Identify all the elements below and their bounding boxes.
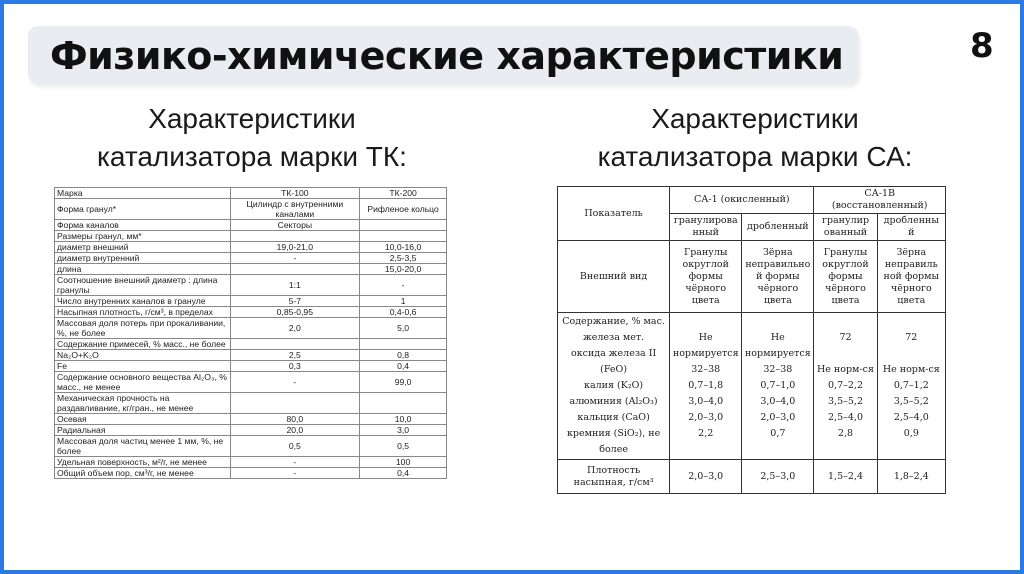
ca-subheader: дробленный bbox=[742, 214, 814, 241]
ca-content-value: 72 bbox=[839, 332, 852, 343]
tk-cell bbox=[360, 339, 447, 350]
ca-density-cell: 1,5–2,4 bbox=[814, 460, 877, 494]
tk-table-row bbox=[55, 199, 447, 220]
tk-cell: 2,0 bbox=[230, 318, 360, 339]
tk-table-row bbox=[55, 372, 447, 393]
ca-table bbox=[557, 186, 946, 494]
tk-cell: Число внутренних каналов в грануле bbox=[55, 296, 231, 307]
tk-cell: Осевая bbox=[55, 414, 231, 425]
ca-content-value: Не норм-ся bbox=[817, 364, 874, 375]
tk-cell: 1 bbox=[360, 296, 447, 307]
tk-cell: Рифленое кольцо bbox=[360, 199, 447, 220]
ca-content-value: 32–38 bbox=[691, 364, 721, 375]
tk-header-cell: Марка bbox=[55, 188, 231, 199]
tk-cell: Размеры гранул, мм* bbox=[55, 231, 231, 242]
ca-content-value: 0,7–1,0 bbox=[760, 380, 796, 391]
tk-cell: 15,0-20,0 bbox=[360, 264, 447, 275]
ca-content-label: оксида железа II (FeO) bbox=[570, 348, 657, 375]
ca-density-cell: 1,8–2,4 bbox=[877, 460, 945, 494]
tk-cell: Fe bbox=[55, 361, 231, 372]
subtitle-tk-line-2: катализатора марки ТК: bbox=[97, 141, 407, 172]
tk-cell bbox=[230, 231, 360, 242]
tk-cell: 0,5 bbox=[360, 436, 447, 457]
title-banner bbox=[28, 26, 858, 84]
tk-table-row bbox=[55, 220, 447, 231]
tk-cell: Массовая доля частиц менее 1 мм, %, не более bbox=[55, 436, 231, 457]
ca-content-value: 0,7 bbox=[770, 428, 786, 439]
ca-content-value: 0,7–1,8 bbox=[688, 380, 724, 391]
tk-cell: 2,5-3,5 bbox=[360, 253, 447, 264]
ca-content-value: 3,5–5,2 bbox=[893, 396, 929, 407]
tk-cell: 3,0 bbox=[360, 425, 447, 436]
ca-density-label: Плотность насыпная, г/см³ bbox=[558, 460, 670, 494]
ca-appearance-cell: Зёрна неправиль ной формы чёрного цвета bbox=[877, 241, 945, 313]
ca-content-value: 72 bbox=[905, 332, 918, 343]
ca-content-label: железа мет. bbox=[583, 332, 645, 343]
tk-cell: 0,8 bbox=[360, 350, 447, 361]
tk-cell: Насыпная плотность, г/см³, в пределах bbox=[55, 307, 231, 318]
ca-content-label: Содержание, % мас. bbox=[562, 316, 665, 327]
tk-cell: Удельная поверхность, м²/г, не менее bbox=[55, 457, 231, 468]
tk-cell: 100 bbox=[360, 457, 447, 468]
subtitle-ca-line-1: Характеристики bbox=[651, 103, 859, 134]
subtitle-ca-line-2: катализатора марки СА: bbox=[597, 141, 913, 172]
tk-cell: Содержание примесей, % масс., не более bbox=[55, 339, 231, 350]
tk-table-row bbox=[55, 318, 447, 339]
ca-content-value: Не нормируется bbox=[672, 332, 739, 359]
tk-cell: Форма гранул* bbox=[55, 199, 231, 220]
subtitle-ca bbox=[560, 100, 950, 176]
subtitle-tk-line-1: Характеристики bbox=[148, 103, 356, 134]
tk-table-row bbox=[55, 242, 447, 253]
tk-cell bbox=[360, 231, 447, 242]
tk-cell bbox=[230, 393, 360, 414]
tk-cell bbox=[230, 339, 360, 350]
tk-cell: Na₂O+K₂O bbox=[55, 350, 231, 361]
tk-cell: диаметр внутренний bbox=[55, 253, 231, 264]
tk-table-row bbox=[55, 307, 447, 318]
tk-cell: 80,0 bbox=[230, 414, 360, 425]
ca-content-value: 2,0–3,0 bbox=[760, 412, 796, 423]
tk-table-row bbox=[55, 264, 447, 275]
tk-cell: - bbox=[230, 253, 360, 264]
ca-subheader: гранулирова нный bbox=[670, 214, 742, 241]
ca-content-labels bbox=[558, 313, 670, 460]
subtitle-tk bbox=[62, 100, 442, 176]
ca-appearance-cell: Гранулы округлой формы чёрного цвета bbox=[814, 241, 877, 313]
tk-cell: - bbox=[230, 372, 360, 393]
ca-subheader: гранулир ованный bbox=[814, 214, 877, 241]
ca-density-cell: 2,0–3,0 bbox=[670, 460, 742, 494]
tk-table-row bbox=[55, 425, 447, 436]
tk-cell: Радиальная bbox=[55, 425, 231, 436]
tk-cell: Общий объем пор, см³/г, не менее bbox=[55, 468, 231, 479]
tk-cell: 99,0 bbox=[360, 372, 447, 393]
ca-content-value: 0,9 bbox=[903, 428, 919, 439]
page-number: 8 bbox=[970, 26, 994, 66]
ca-content-value: 2,5–4,0 bbox=[893, 412, 929, 423]
ca-appearance-cell: Зёрна неправильно й формы чёрного цвета bbox=[742, 241, 814, 313]
ca-content-label: кремния (SiO₂), не более bbox=[566, 428, 661, 455]
ca-content-label: калия (K₂O) bbox=[584, 380, 644, 391]
tk-cell: Соотношение внешний диаметр : длина гранулы bbox=[55, 275, 231, 296]
ca-content-value: 3,0–4,0 bbox=[688, 396, 724, 407]
tk-cell: диаметр внешний bbox=[55, 242, 231, 253]
ca-header-indicator: Показатель bbox=[558, 187, 670, 241]
ca-appearance-label: Внешний вид bbox=[558, 241, 670, 313]
tk-cell: Цилиндр с внутренними каналами bbox=[230, 199, 360, 220]
tk-cell: 0,5 bbox=[230, 436, 360, 457]
slide-title: Физико-химические характеристики bbox=[50, 34, 844, 78]
tk-header-cell: ТК-100 bbox=[230, 188, 360, 199]
tk-cell: 20,0 bbox=[230, 425, 360, 436]
ca-content-label: кальция (CaO) bbox=[577, 412, 650, 423]
tk-cell: 0,85-0,95 bbox=[230, 307, 360, 318]
tk-cell: - bbox=[230, 457, 360, 468]
ca-appearance-cell: Гранулы округлой формы чёрного цвета bbox=[670, 241, 742, 313]
tk-cell: Содержание основного вещества Al₂O₃, % масс., не менее bbox=[55, 372, 231, 393]
ca-density-cell: 2,5–3,0 bbox=[742, 460, 814, 494]
ca-content-col bbox=[877, 313, 945, 460]
tk-table-row bbox=[55, 414, 447, 425]
ca-content-col bbox=[670, 313, 742, 460]
tk-cell: Массовая доля потерь при прокаливании, %, не более bbox=[55, 318, 231, 339]
tk-cell: Секторы bbox=[230, 220, 360, 231]
tk-table-row bbox=[55, 339, 447, 350]
tk-table-row bbox=[55, 275, 447, 296]
ca-content-value: 3,5–5,2 bbox=[828, 396, 863, 407]
tk-table-row bbox=[55, 361, 447, 372]
tk-cell: 0,4 bbox=[360, 468, 447, 479]
ca-content-value: Не норм-ся bbox=[882, 364, 940, 375]
ca-content-value: 2,8 bbox=[837, 428, 854, 439]
tk-cell: 10,0 bbox=[360, 414, 447, 425]
ca-content-col bbox=[814, 313, 877, 460]
tk-table-row bbox=[55, 296, 447, 307]
tk-cell bbox=[360, 393, 447, 414]
ca-content-value: Не нормируется bbox=[744, 332, 811, 359]
tk-cell: Форма каналов bbox=[55, 220, 231, 231]
tk-table-row bbox=[55, 350, 447, 361]
tk-table-row bbox=[55, 231, 447, 242]
tk-cell bbox=[230, 264, 360, 275]
ca-content-value: 0,7–1,2 bbox=[893, 380, 929, 391]
tk-table-row bbox=[55, 393, 447, 414]
tk-cell: Механическая прочность на раздавливание, кг/гран., не менее bbox=[55, 393, 231, 414]
tk-cell: - bbox=[360, 275, 447, 296]
tk-cell: 5,0 bbox=[360, 318, 447, 339]
tk-cell: 0,3 bbox=[230, 361, 360, 372]
tk-header-cell: ТК-200 bbox=[360, 188, 447, 199]
ca-content-value: 32–38 bbox=[763, 364, 793, 375]
tk-cell: 5-7 bbox=[230, 296, 360, 307]
ca-content-label: алюминия (Al₂O₃) bbox=[569, 396, 658, 407]
ca-content-col bbox=[742, 313, 814, 460]
tk-cell: - bbox=[230, 468, 360, 479]
tk-cell: 1:1 bbox=[230, 275, 360, 296]
ca-content-value: 0,7–2,2 bbox=[828, 380, 863, 391]
tk-table-row bbox=[55, 457, 447, 468]
tk-table bbox=[54, 187, 447, 479]
ca-content-value: 2,2 bbox=[698, 428, 714, 439]
ca-content-value: 2,0–3,0 bbox=[688, 412, 724, 423]
ca-subheader: дробленны й bbox=[877, 214, 945, 241]
tk-header-row bbox=[55, 188, 447, 199]
tk-table-row bbox=[55, 436, 447, 457]
tk-cell: 10,0-16,0 bbox=[360, 242, 447, 253]
tk-cell: 19,0-21,0 bbox=[230, 242, 360, 253]
tk-cell bbox=[360, 220, 447, 231]
ca-content-value: 3,0–4,0 bbox=[760, 396, 796, 407]
ca-header-group2: СА-1В (восстановленный) bbox=[814, 187, 946, 214]
tk-cell: 0,4-0,6 bbox=[360, 307, 447, 318]
tk-cell: 0,4 bbox=[360, 361, 447, 372]
tk-table-row bbox=[55, 253, 447, 264]
tk-cell: длина bbox=[55, 264, 231, 275]
ca-content-value: 2,5–4,0 bbox=[828, 412, 863, 423]
tk-table-row bbox=[55, 468, 447, 479]
ca-header-group1: СА-1 (окисленный) bbox=[670, 187, 814, 214]
tk-cell: 2,5 bbox=[230, 350, 360, 361]
